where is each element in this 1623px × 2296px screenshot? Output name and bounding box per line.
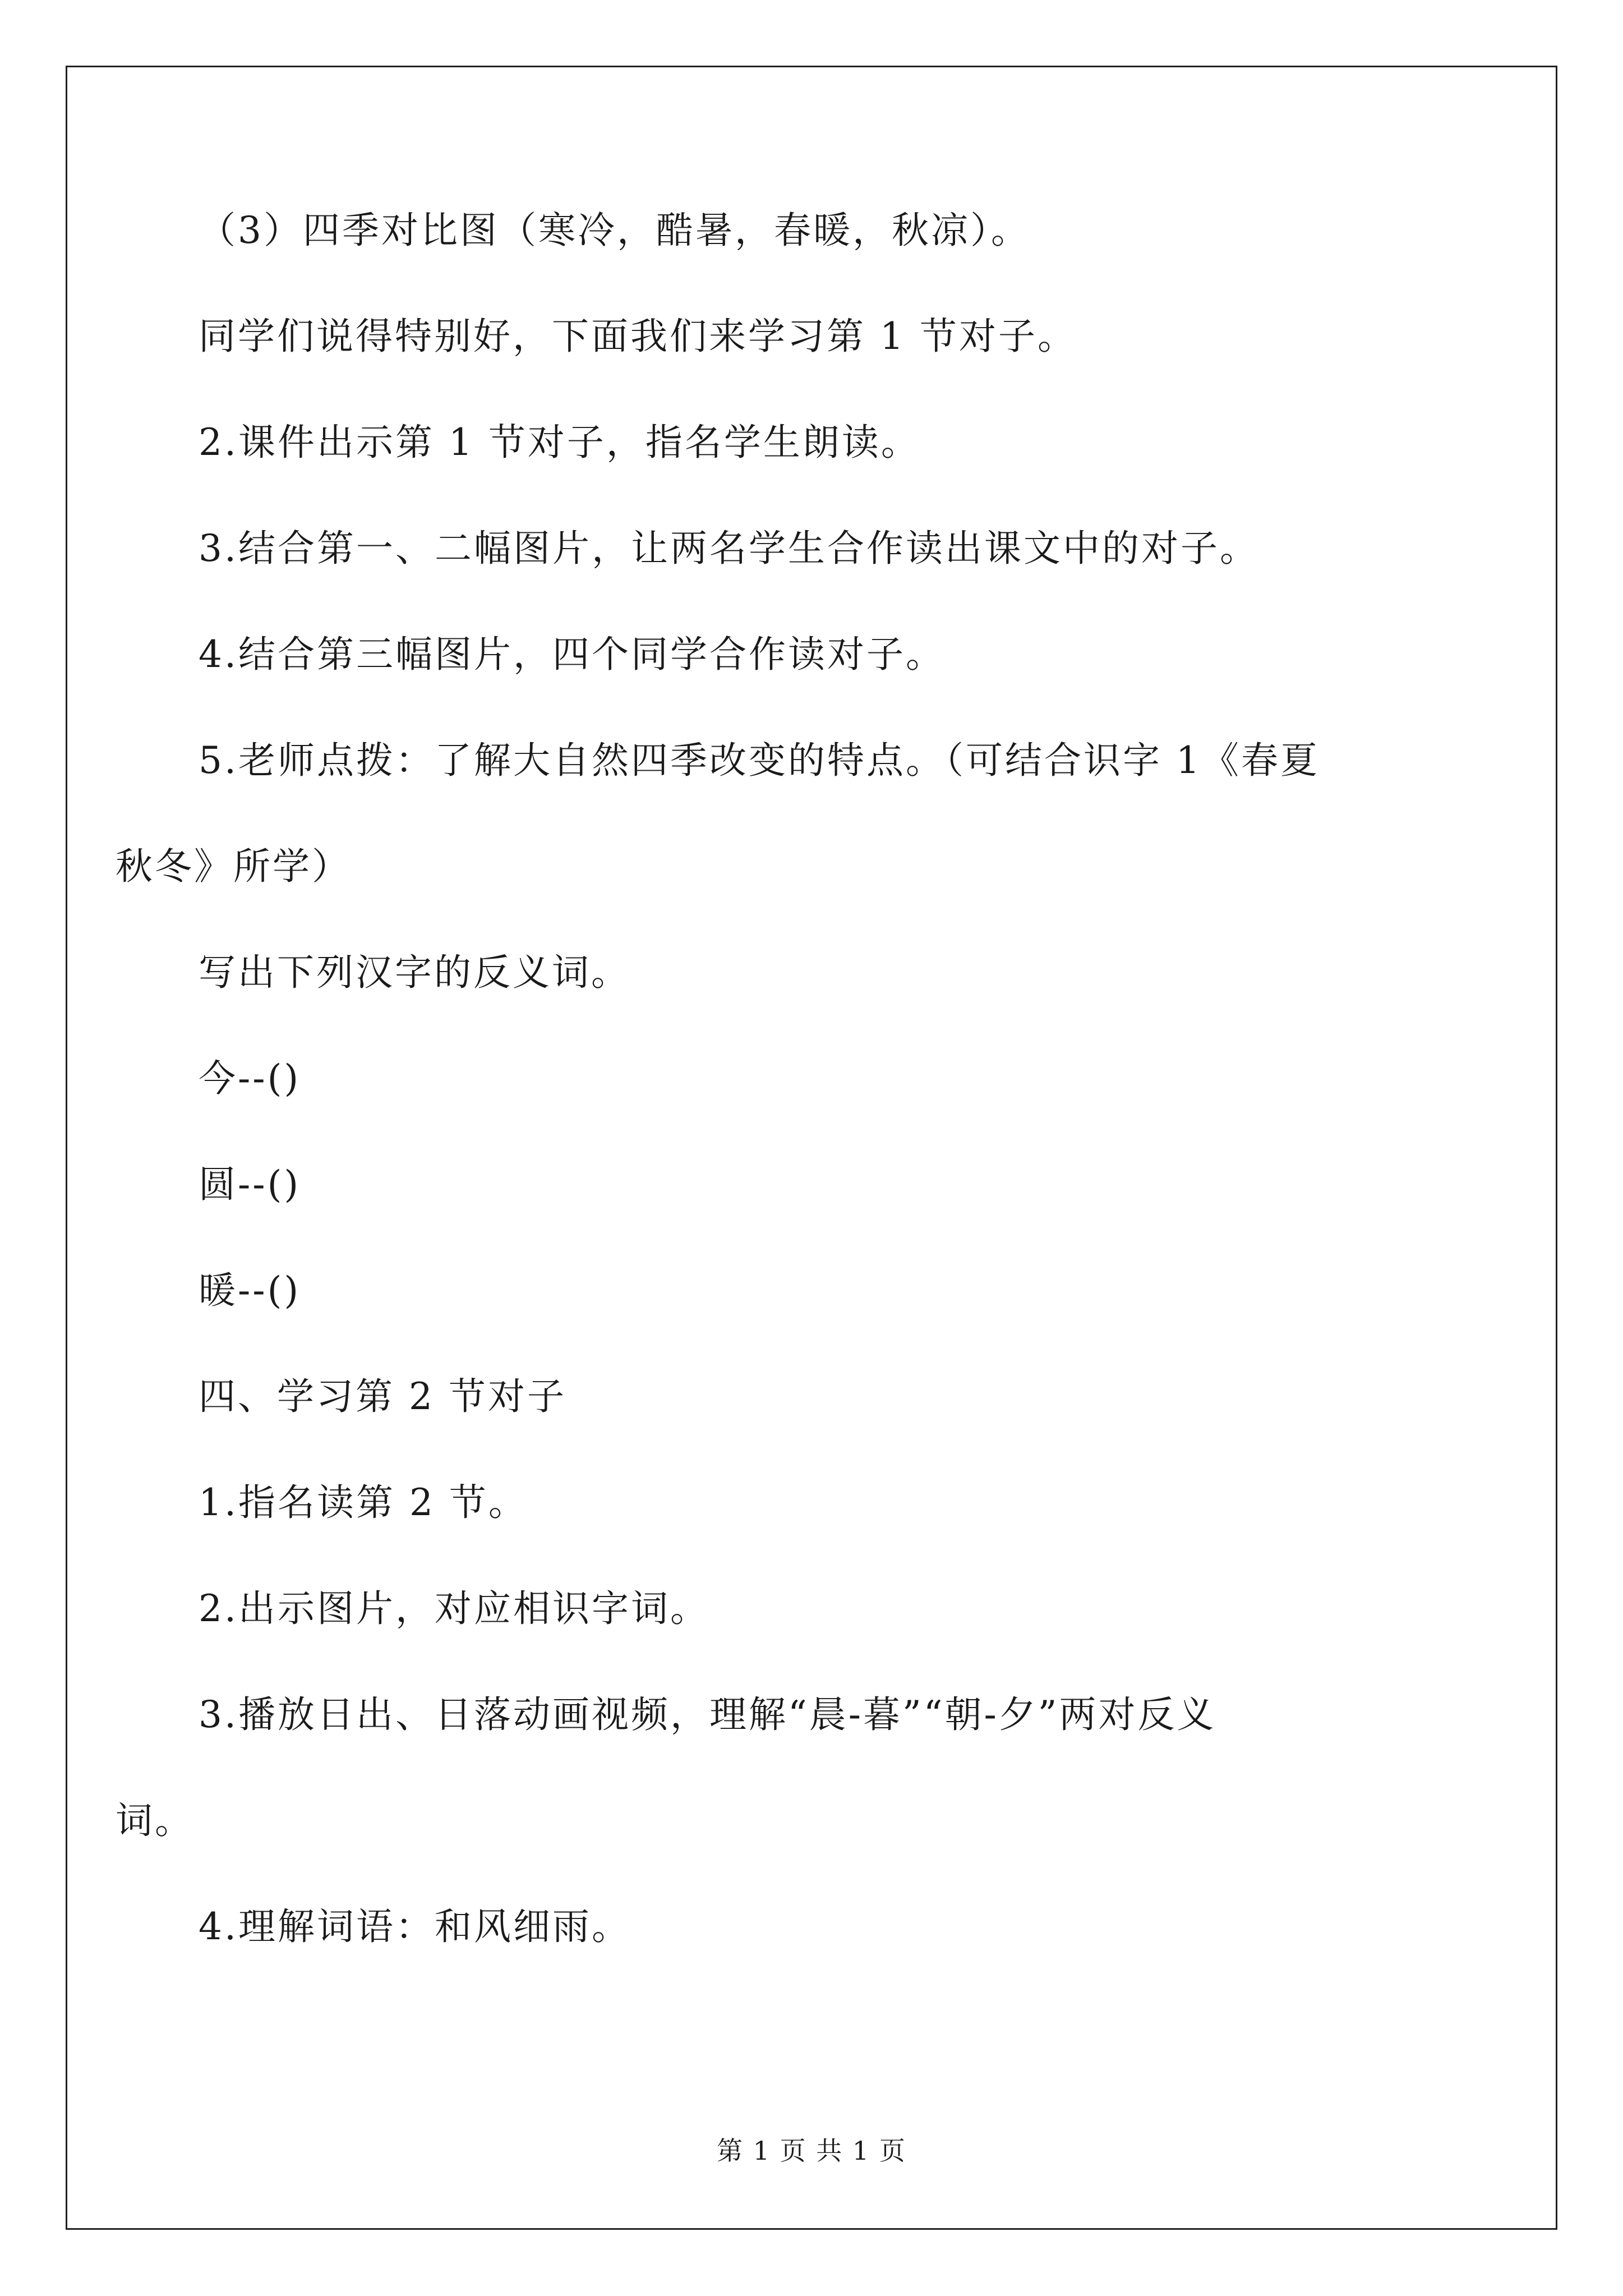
paragraph-line: 5.老师点拨：了解大自然四季改变的特点。（可结合识字 1《春夏 <box>199 739 1320 782</box>
paragraph-line: 词。 <box>116 1799 194 1842</box>
paragraph-line: 3.播放日出、日落动画视频，理解“晨-暮”“朝-夕”两对反义 <box>199 1693 1216 1736</box>
paragraph: 4.结合第三幅图片，四个同学合作读对子。 <box>199 633 945 676</box>
paragraph: 2.出示图片，对应相识字词。 <box>199 1587 709 1630</box>
paragraph-wrapped <box>199 1689 1432 1795</box>
paragraph: 写出下列汉字的反义词。 <box>199 951 630 994</box>
paragraph: 1.指名读第 2 节。 <box>199 1481 528 1524</box>
paragraph-line: 秋冬》所学） <box>116 845 351 888</box>
page-footer: 第 1 页 共 1 页 <box>717 2136 906 2166</box>
antonym-item: 圆--() <box>199 1163 301 1206</box>
section-heading: 四、学习第 2 节对子 <box>199 1375 566 1418</box>
paragraph: 2.课件出示第 1 节对子，指名学生朗读。 <box>199 421 920 464</box>
antonym-item: 暖--() <box>199 1269 301 1312</box>
paragraph-wrapped <box>199 735 1432 841</box>
document-body <box>116 205 1432 2007</box>
antonym-item: 今--() <box>199 1057 301 1100</box>
paragraph: 同学们说得特别好，下面我们来学习第 1 节对子。 <box>199 315 1077 358</box>
paragraph-continuation <box>116 1795 1432 1901</box>
paragraph: 4.理解词语：和风细雨。 <box>199 1905 631 1948</box>
paragraph-continuation <box>116 841 1432 947</box>
paragraph: 3.结合第一、二幅图片，让两名学生合作读出课文中的对子。 <box>199 527 1259 570</box>
paragraph: （3）四季对比图（寒冷，酷暑，春暖，秋凉）。 <box>199 209 1030 252</box>
